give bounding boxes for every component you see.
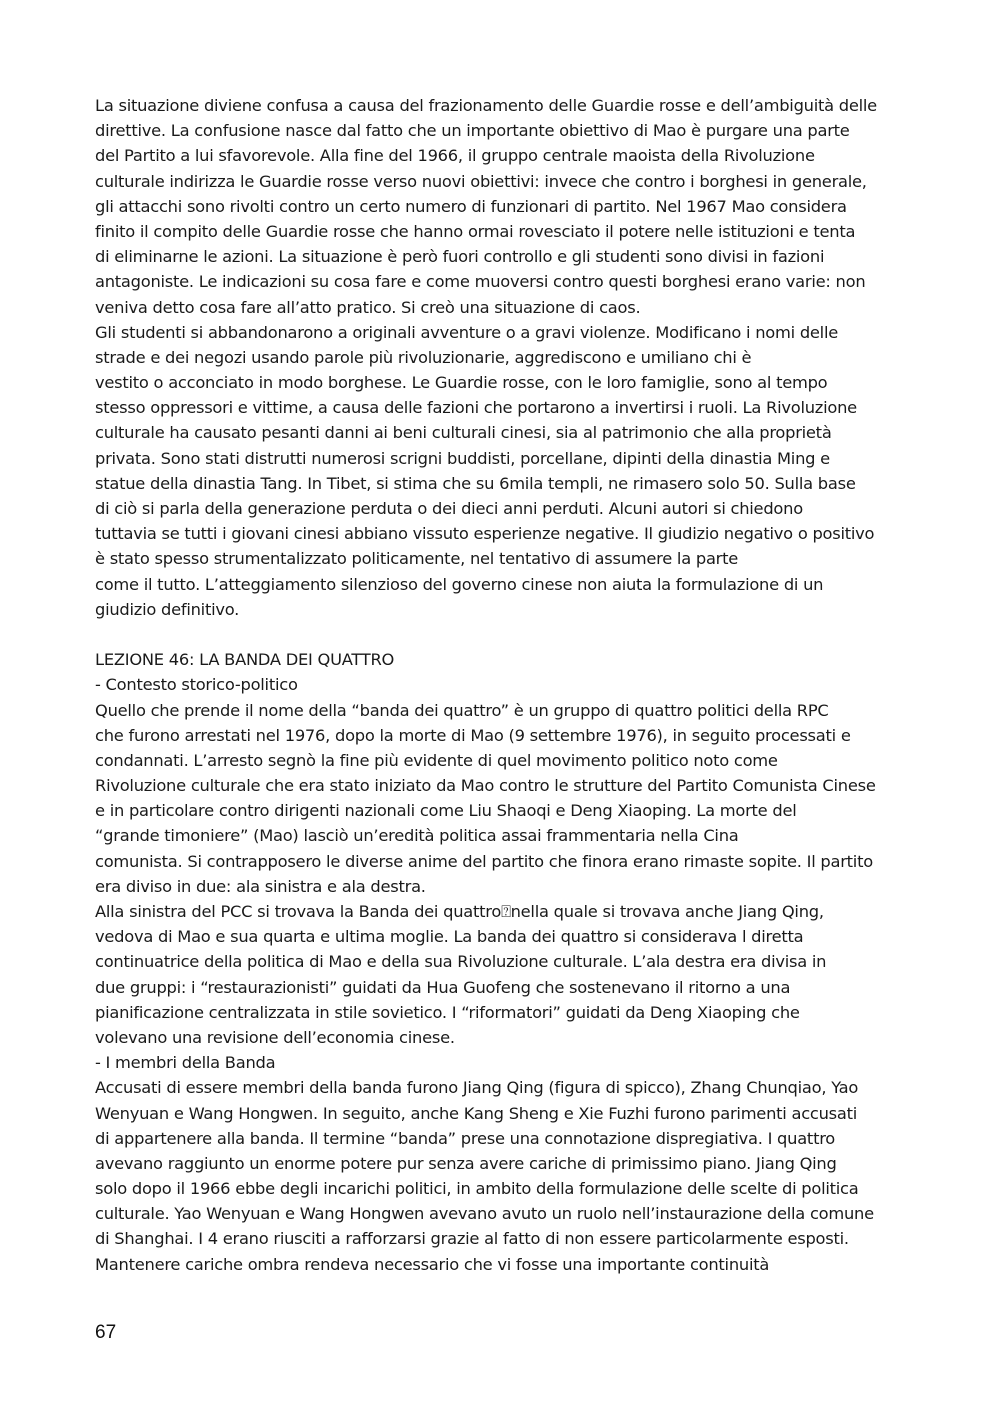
text-line: avevano raggiunto un enorme potere pur senza avere cariche di primissimo piano. Jiang Qing bbox=[95, 1153, 837, 1173]
text-line: di ciò si parla della generazione perduta o dei dieci anni perduti. Alcuni autori si chiedono bbox=[95, 499, 803, 518]
text-line: era diviso in due: ala sinistra e ala destra. bbox=[95, 876, 426, 896]
subheading-context: - Contesto storico-politico bbox=[95, 675, 298, 695]
text-line: antagoniste. Le indicazioni su cosa fare e come muoversi contro questi borghesi erano varie: non bbox=[95, 272, 866, 292]
text-line: Wenyuan e Wang Hongwen. In seguito, anche Kang Sheng e Xie Fuzhi furono parimenti accusati bbox=[95, 1103, 858, 1123]
text-line: vedova di Mao e sua quarta e ultima moglie. La banda dei quattro si considerava l diretta bbox=[95, 927, 804, 947]
text-line: pianificazione centralizzata in stile sovietico. I “riformatori” guidati da Deng Xiaoping che bbox=[95, 1002, 800, 1022]
text-line: continuatrice della politica di Mao e della sua Rivoluzione culturale. L’ala destra era divisa in bbox=[95, 952, 827, 972]
text-line: gli attacchi sono rivolti contro un certo numero di funzionari di partito. Nel 1967 Mao considera bbox=[95, 196, 847, 216]
text-line: culturale ha causato pesanti danni ai beni culturali cinesi, sia al patrimonio che alla proprietà bbox=[95, 423, 832, 443]
text-line: Rivoluzione culturale che era stato iniziato da Mao contro le strutture del Partito Comunista Cinese bbox=[95, 776, 876, 796]
text-line: volevano una revisione dell’economia cinese. bbox=[95, 1027, 455, 1047]
text-line: condannati. L’arresto segnò la fine più evidente di quel movimento politico noto come bbox=[95, 750, 778, 770]
text-line: vestito o acconciato in modo borghese. Le Guardie rosse, con le loro famiglie, sono al tempo bbox=[95, 373, 828, 393]
text-line: di appartenere alla banda. Il termine “banda” prese una connotazione dispregiativa. I quattro bbox=[95, 1128, 835, 1148]
text-line: Quello che prende il nome della “banda dei quattro” è un gruppo di quattro politici della RPC bbox=[95, 700, 829, 720]
paragraph-frazionamento-guardie-rosse bbox=[95, 93, 910, 320]
page-number: 67 bbox=[95, 1322, 117, 1343]
text-line: finito il compito delle Guardie rosse che hanno ormai rovesciato il potere nelle istituzioni e tenta bbox=[95, 221, 856, 241]
text-line: culturale indirizza le Guardie rosse verso nuovi obiettivi: invece che contro i borghesi in generale, bbox=[95, 171, 867, 191]
text-line: Mantenere cariche ombra rendeva necessario che vi fosse una importante continuità bbox=[95, 1254, 770, 1274]
text-line: “grande timoniere” (Mao) lasciò un’eredità politica assai frammentaria nella Cina bbox=[95, 826, 739, 846]
paragraph-sinistra-destra bbox=[95, 899, 910, 1050]
lesson-heading: LEZIONE 46: LA BANDA DEI QUATTRO bbox=[95, 650, 395, 670]
text-line: Accusati di essere membri della banda furono Jiang Qing (figura di spicco), Zhang Chunqiao, Yao bbox=[95, 1078, 859, 1098]
text-line: due gruppi: i “restaurazionisti” guidati da Hua Guofeng che sostenevano il ritorno a una bbox=[95, 977, 791, 997]
text-line: che furono arrestati nel 1976, dopo la morte di Mao (9 settembre 1976), in seguito processati e bbox=[95, 725, 851, 745]
text-line: Alla sinistra del PCC si trovava la Banda dei quattro⍰nella quale si trovava anche Jiang Qing, bbox=[95, 902, 824, 921]
text-line: Gli studenti si abbandonarono a originali avventure o a gravi violenze. Modificano i nomi delle bbox=[95, 322, 838, 342]
paragraph-studenti-violenze bbox=[95, 320, 910, 622]
text-line: veniva detto cosa fare all’atto pratico. Si creò una situazione di caos. bbox=[95, 297, 641, 317]
text-line: di eliminarne le azioni. La situazione è però fuori controllo e gli studenti sono divisi in fazioni bbox=[95, 247, 825, 267]
text-line: solo dopo il 1966 ebbe degli incarichi politici, in ambito della formulazione delle scelte di politica bbox=[95, 1179, 859, 1199]
page-body bbox=[95, 93, 910, 1277]
text-line: del Partito a lui sfavorevole. Alla fine del 1966, il gruppo centrale maoista della Rivoluzione bbox=[95, 146, 815, 166]
text-line: La situazione diviene confusa a causa del frazionamento delle Guardie rosse e dell’ambiguità delle bbox=[95, 96, 877, 115]
text-line: culturale. Yao Wenyuan e Wang Hongwen avevano avuto un ruolo nell’instaurazione della comune bbox=[95, 1204, 874, 1224]
text-line: strade e dei negozi usando parole più rivoluzionarie, aggrediscono e umiliano chi è bbox=[95, 347, 752, 367]
text-line: stesso oppressori e vittime, a causa delle fazioni che portarono a invertirsi i ruoli. La Rivoluzione bbox=[95, 398, 857, 418]
paragraph-membri-banda bbox=[95, 1075, 910, 1277]
text-line: giudizio definitivo. bbox=[95, 599, 240, 619]
text-line: tuttavia se tutti i giovani cinesi abbiano vissuto esperienze negative. Il giudizio negativo o positivo bbox=[95, 524, 875, 544]
text-line: e in particolare contro dirigenti nazionali come Liu Shaoqi e Deng Xiaoping. La morte del bbox=[95, 801, 797, 821]
paragraph-banda-dei-quattro bbox=[95, 698, 910, 900]
text-line: direttive. La confusione nasce dal fatto che un importante obiettivo di Mao è purgare una parte bbox=[95, 121, 850, 141]
text-line: statue della dinastia Tang. In Tibet, si stima che su 6mila templi, ne rimasero solo 50. Sulla base bbox=[95, 473, 856, 493]
text-line: privata. Sono stati distrutti numerosi scrigni buddisti, porcellane, dipinti della dinastia Ming e bbox=[95, 448, 830, 468]
text-line: come il tutto. L’atteggiamento silenzioso del governo cinese non aiuta la formulazione di un bbox=[95, 574, 824, 594]
text-line: è stato spesso strumentalizzato politicamente, nel tentativo di assumere la parte bbox=[95, 549, 739, 569]
text-line: comunista. Si contrapposero le diverse anime del partito che finora erano rimaste sopite. Il partito bbox=[95, 851, 873, 871]
paragraph-spacer bbox=[95, 622, 910, 647]
text-line: di Shanghai. I 4 erano riusciti a rafforzarsi grazie al fatto di non essere particolarmente esposti. bbox=[95, 1229, 849, 1249]
subheading-members: - I membri della Banda bbox=[95, 1053, 276, 1073]
